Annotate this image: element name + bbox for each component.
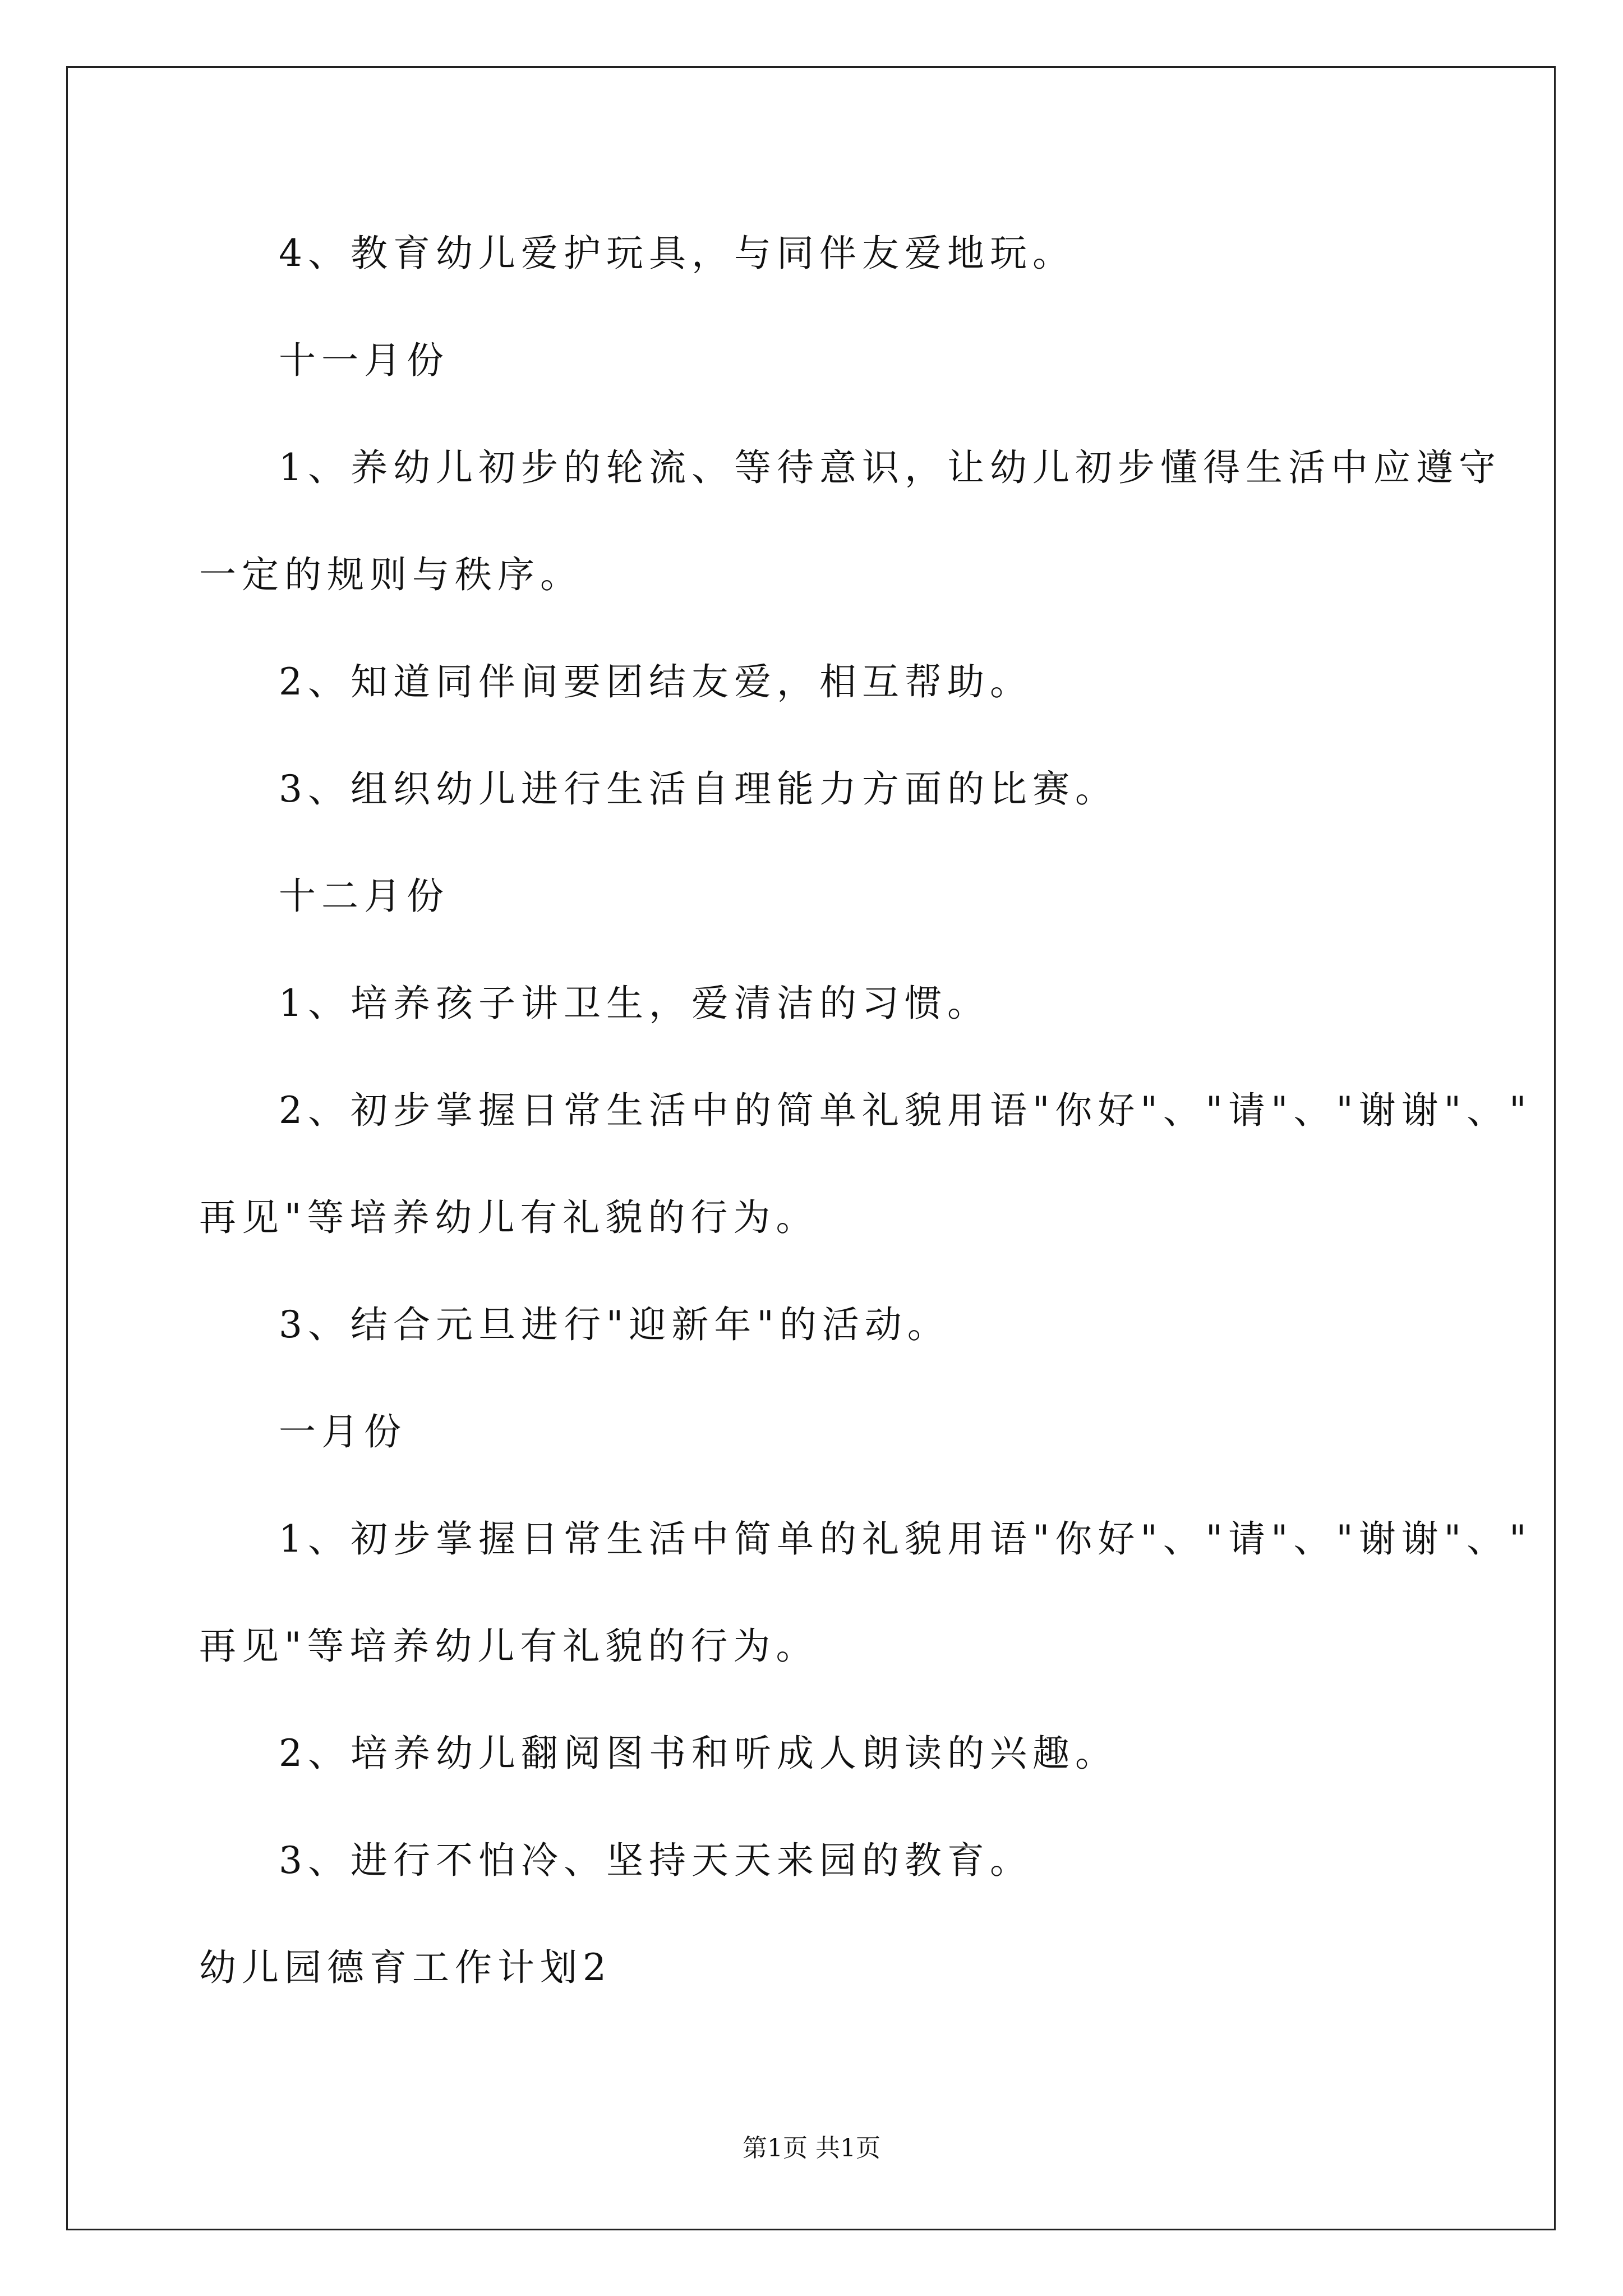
paragraph-dec-item-2-cont: 再见"等培养幼儿有礼貌的行为。 bbox=[199, 1196, 819, 1239]
paragraph-nov-item-1: 1、养幼儿初步的轮流、等待意识，让幼儿初步懂得生活中应遵守 bbox=[279, 446, 1501, 489]
paragraph-dec-item-2: 2、初步掌握日常生活中的简单礼貌用语"你好"、"请"、"谢谢"、" bbox=[279, 1089, 1532, 1132]
paragraph-dec-item-1: 1、培养孩子讲卫生，爱清洁的习惯。 bbox=[279, 982, 990, 1025]
heading-december: 十二月份 bbox=[279, 875, 449, 918]
heading-november: 十一月份 bbox=[279, 339, 449, 382]
paragraph-jan-item-3: 3、进行不怕冷、坚持天天来园的教育。 bbox=[279, 1839, 1032, 1882]
paragraph-jan-item-2: 2、培养幼儿翻阅图书和听成人朗读的兴趣。 bbox=[279, 1732, 1118, 1775]
page-footer: 第1页 共1页 bbox=[743, 2134, 880, 2162]
paragraph-nov-item-3: 3、组织幼儿进行生活自理能力方面的比赛。 bbox=[279, 767, 1118, 811]
section-title: 幼儿园德育工作计划2 bbox=[199, 1946, 612, 1989]
paragraph-oct-item-4: 4、教育幼儿爱护玩具，与同伴友爱地玩。 bbox=[279, 232, 1075, 275]
heading-january: 一月份 bbox=[279, 1410, 407, 1453]
paragraph-dec-item-3: 3、结合元旦进行"迎新年"的活动。 bbox=[279, 1303, 950, 1346]
paragraph-nov-item-1-cont: 一定的规则与秩序。 bbox=[199, 553, 583, 596]
paragraph-jan-item-1: 1、初步掌握日常生活中简单的礼貌用语"你好"、"请"、"谢谢"、" bbox=[279, 1517, 1532, 1561]
paragraph-jan-item-1-cont: 再见"等培养幼儿有礼貌的行为。 bbox=[199, 1625, 819, 1668]
page-border bbox=[66, 66, 1556, 2230]
paragraph-nov-item-2: 2、知道同伴间要团结友爱，相互帮助。 bbox=[279, 660, 1032, 703]
